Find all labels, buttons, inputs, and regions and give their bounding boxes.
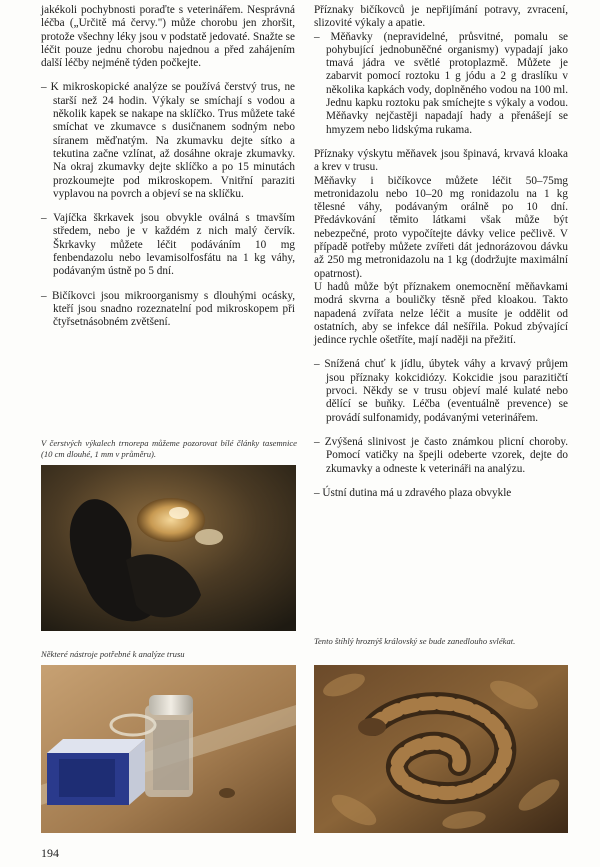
paragraph: Příznaky bičíkovců je nepřijímání potravy, zvracení, slizovité výkaly a apatie. (314, 4, 568, 30)
photo-caption: Tento štíhlý hroznýš královský se bude zanedlouho svlékat. (314, 636, 516, 646)
photo-caption: V čerstvých výkalech trnorepa můžeme pozorovat bílé články tasemnice (10 cm dlouhé, 1 mm v průměru). (41, 438, 297, 459)
paragraph: U hadů může být příznakem onemocnění měňavkami modrá skvrna a bouličky těsně před kloakou. Takto napadená zvířata nelze léčit a musíte je oddělit od ostatních, aby se infekce dál nešířila. Pokud zbývající jedince rychle ošetříte, mají naději na přežití. (314, 280, 568, 347)
paragraph: Příznaky výskytu měňavek jsou špinavá, krvavá kloaka a krev v trusu. (314, 147, 568, 174)
royal-python-photo (314, 665, 568, 833)
bullet-paragraph: – Zvýšená slinivost je často známkou plicní choroby. Pomocí vatičky na špejli odeberte vzorek, dejte do zkumavky a odneste k veterináři na analýzu. (314, 436, 568, 476)
bullet-paragraph: – Ústní dutina má u zdravého plaza obvykle (314, 487, 568, 500)
bullet-paragraph: – K mikroskopické analýze se používá čerstvý trus, ne starší než 24 hodin. Výkaly se smíchají s vodou a několik kapek se nakape na sklíčko. Trus můžete také smíchat ve zkumavce s dusičnanem sodným nebo síranem měďnatým. Na zkumavku dejte sítko a tekutina začne vzlínat, až dosáhne okraje zkumavky. Na okraj zkumavky dejte sklíčko a po 15 minutách prozkoumejte pod mikroskopem. Vnitřní paraziti vyplavou na povrch a objeví se na sklíčku. (41, 81, 295, 201)
bullet-paragraph: – Měňavky (nepravidelné, průsvitné, pomalu se pohybující jednobuněčné organismy) vypadají jako tmavá jádra ve světlé protoplazmě. Můžete je zabarvit pomocí roztoku 1 g jódu a 2 g draslíku v několika kapkách vody, doplněného vodou na 100 ml. Jednu kapku roztoku pak smíchejte s výkaly a vodou. Měňavky nejčastěji napadají hady a přenášejí se hmyzem nebo lidskýma rukama. (314, 31, 568, 137)
lizard-feces-photo (41, 465, 296, 631)
bullet-paragraph: – Snížená chuť k jídlu, úbytek váhy a krvavý průjem jsou příznaky kokcidiózy. Kokcidie jsou parazitičtí prvoci. Někdy se v trusu objeví malé kulaté nebo dělící se buňky. Léčba (eventuálně prevence) se provádí sulfonamidy, podávanými veterinářem. (314, 358, 568, 424)
page-number: 194 (41, 846, 59, 860)
bullet-paragraph: – Vajíčka škrkavek jsou obvykle oválná s tmavším středem, nebo je v každém z nich malý červík. Škrkavky můžete léčit podáváním 10 mg fenbendazolu nebo levamisolfosfátu na 1 kg váhy, podávaným ústně po 5 dní. (41, 212, 295, 278)
analysis-tools-photo (41, 665, 296, 833)
photo-caption: Některé nástroje potřebné k analýze trusu (41, 649, 185, 659)
paragraph: jakékoli pochybnosti poraďte s veterinářem. Nesprávná léčba („Určitě má červy.") může chorobu jen zhoršit, protože všechny léky jsou v podstatě jedovaté. Snažte se léčit pouze jednu chorobu najednou a před zahájením další léčby nejméně týden počkejte. (41, 4, 295, 70)
left-text-column (41, 4, 295, 341)
right-text-column (314, 4, 568, 511)
paragraph: Měňavky i bičíkovce můžete léčit 50–75mg metronidazolu nebo 10–20 mg ronidazolu na 1 kg tělesné váhy, podávaným orálně po 10 dní. Předávkování těmito látkami však může být nebezpečné, proto vypočítejte dávky velice pečlivě. V případě potřeby můžete zvířeti dát jednorázovou dávku až 250 mg metronidazolu na 1 kg (dodržujte maximální opatrnost). (314, 174, 568, 280)
bullet-paragraph: – Bičíkovci jsou mikroorganismy s dlouhými ocásky, kteří jsou snadno rozeznatelní pod mikroskopem při čtyřsetnásobném zvětšení. (41, 290, 295, 330)
